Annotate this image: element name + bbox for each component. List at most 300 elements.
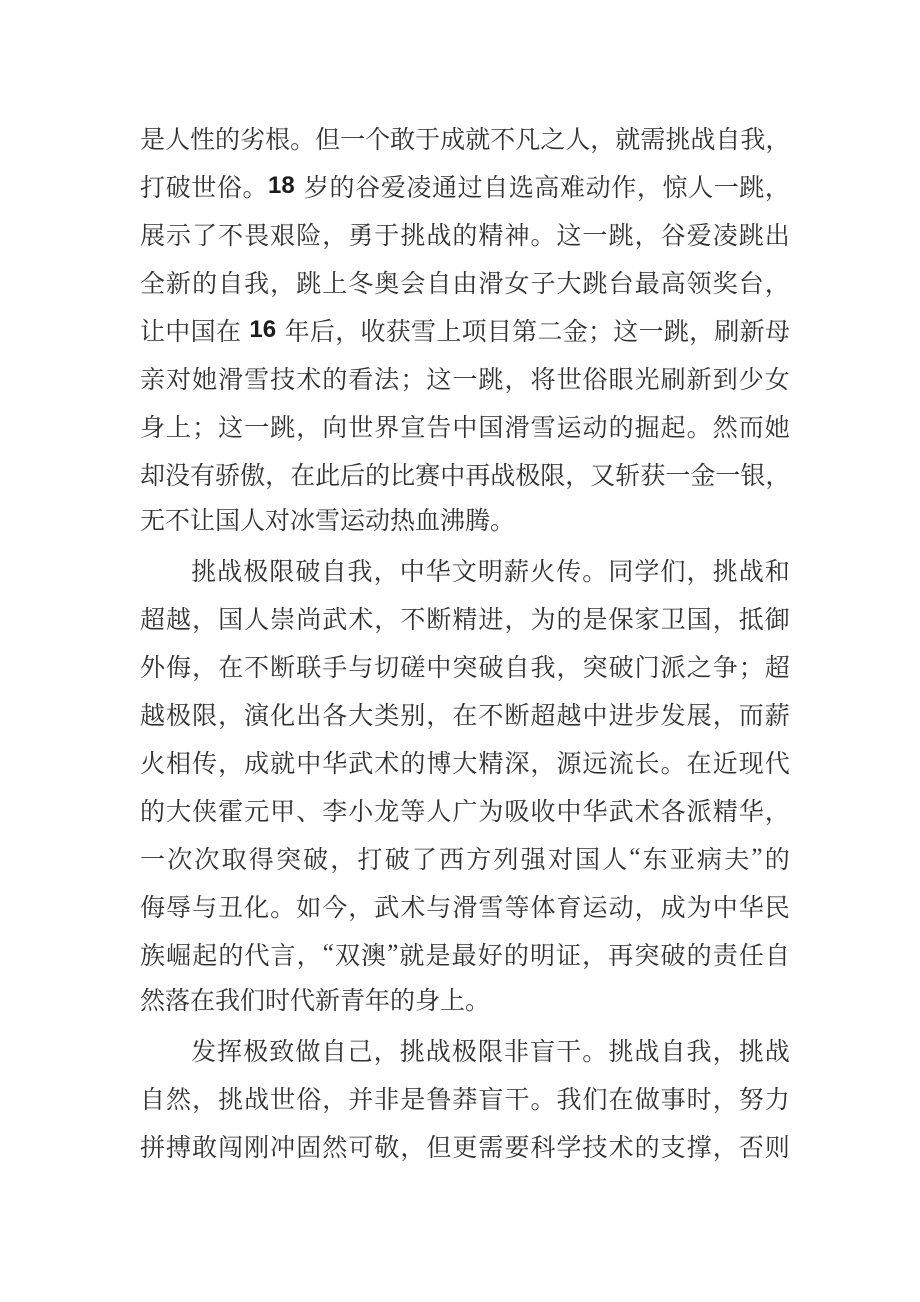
char: 破 <box>660 943 686 970</box>
char: 雪 <box>530 415 556 442</box>
char: 。 <box>530 223 556 250</box>
char: 博 <box>426 751 452 778</box>
char: 然 <box>166 1087 192 1114</box>
char: 却 <box>140 463 166 490</box>
char: 凌 <box>712 223 738 250</box>
char: 是 <box>425 943 451 970</box>
char: 俗 <box>296 1087 322 1114</box>
char: 国 <box>478 415 504 442</box>
char: 限 <box>192 703 218 730</box>
char: 断 <box>270 655 296 682</box>
char: 体 <box>530 895 556 922</box>
char: 挑 <box>712 559 738 586</box>
char: 一 <box>582 223 608 250</box>
char: 但 <box>426 1135 452 1162</box>
text-line <box>140 642 790 690</box>
char: 战 <box>490 463 516 490</box>
char: 我 <box>347 559 373 586</box>
char: 进 <box>478 607 504 634</box>
char: 可 <box>348 1135 374 1162</box>
char: 突 <box>634 943 660 970</box>
char: 新 <box>739 319 765 346</box>
char: 们 <box>582 1087 608 1114</box>
char: 联 <box>296 655 322 682</box>
char: 一 <box>638 319 664 346</box>
char: 。 <box>686 415 712 442</box>
char: 人 <box>565 127 591 154</box>
char: 刷 <box>714 319 740 346</box>
char: 国 <box>190 319 216 346</box>
char: 限 <box>269 559 295 586</box>
char: 自 <box>140 1087 166 1114</box>
char: 她 <box>764 415 790 442</box>
char: 极 <box>243 1039 269 1066</box>
char: 俗 <box>216 175 242 202</box>
char: 演 <box>244 703 270 730</box>
char: 世 <box>270 1087 296 1114</box>
char: 将 <box>530 367 556 394</box>
char: 在 <box>686 751 712 778</box>
char: 搏 <box>166 1135 192 1162</box>
char: ， <box>764 799 790 826</box>
char: 的 <box>215 127 241 154</box>
char: 在 <box>218 655 244 682</box>
char: 非 <box>504 1039 530 1066</box>
char: ， <box>689 319 715 346</box>
text-line <box>140 210 790 258</box>
char: 是 <box>400 1087 426 1114</box>
char: 超 <box>530 703 556 730</box>
char: 。 <box>270 895 296 922</box>
char: ， <box>504 367 530 394</box>
char: 了 <box>192 223 218 250</box>
char: 干 <box>504 1087 530 1114</box>
char: 于 <box>415 127 441 154</box>
char: 但 <box>315 127 341 154</box>
char: 畏 <box>244 223 270 250</box>
char: 之 <box>686 655 712 682</box>
char: 女 <box>504 271 530 298</box>
char: 我 <box>740 127 766 154</box>
char: 选 <box>508 175 534 202</box>
char: 保 <box>608 607 634 634</box>
char: 技 <box>582 1135 608 1162</box>
char: 的 <box>140 799 166 826</box>
char: 艰 <box>270 223 296 250</box>
numeral: 16 <box>249 316 277 343</box>
char: 崇 <box>270 607 296 634</box>
char: 家 <box>634 607 660 634</box>
char: 族 <box>140 943 166 970</box>
char: 盲 <box>530 1039 556 1066</box>
char: 致 <box>269 1039 295 1066</box>
char: ； <box>192 415 218 442</box>
char: ， <box>348 895 374 922</box>
char: 获 <box>640 463 666 490</box>
char: ， <box>504 607 530 634</box>
char: 双 <box>334 943 360 970</box>
char: 项 <box>461 319 487 346</box>
char: ， <box>296 943 322 970</box>
char: 流 <box>608 751 634 778</box>
char: ， <box>712 1135 738 1162</box>
char: 滑 <box>478 271 504 298</box>
char: 莽 <box>452 1087 478 1114</box>
char: 俗 <box>582 367 608 394</box>
char: 二 <box>537 319 563 346</box>
char: “ <box>322 940 334 967</box>
char: 的 <box>503 943 529 970</box>
char: 我 <box>244 271 270 298</box>
char: 术 <box>348 607 374 634</box>
char: 成 <box>244 751 270 778</box>
char: 为 <box>686 895 712 922</box>
char: 世 <box>191 175 217 202</box>
char: 根 <box>265 127 291 154</box>
text-line <box>140 258 790 306</box>
char: 破 <box>478 655 504 682</box>
text-line <box>140 450 790 498</box>
char: 骄 <box>215 463 241 490</box>
char: 限 <box>477 1039 503 1066</box>
char: 金 <box>562 319 588 346</box>
char: 需 <box>478 1135 504 1162</box>
numeral: 18 <box>268 172 295 199</box>
char: 类 <box>374 703 400 730</box>
char: 为 <box>530 607 556 634</box>
char: ， <box>192 1087 218 1114</box>
char: ， <box>296 415 322 442</box>
char: 中 <box>712 895 738 922</box>
char: 各 <box>322 703 348 730</box>
char: 敢 <box>390 127 416 154</box>
char: 化 <box>244 895 270 922</box>
char: 雪 <box>478 895 504 922</box>
char: 目 <box>486 319 512 346</box>
text-line <box>140 1026 790 1074</box>
char: 西 <box>439 847 465 874</box>
char: 挥 <box>217 1039 243 1066</box>
char: 跳 <box>663 319 689 346</box>
char: 。 <box>582 559 608 586</box>
char: 这 <box>426 367 452 394</box>
char: 突 <box>275 847 301 874</box>
text-line <box>140 162 790 210</box>
char: 会 <box>400 271 426 298</box>
char: 这 <box>218 415 244 442</box>
char: 一 <box>715 463 741 490</box>
char: 越 <box>556 703 582 730</box>
char: 发 <box>660 703 686 730</box>
char: 自 <box>715 127 741 154</box>
char: 亚 <box>669 847 695 874</box>
char: 武 <box>608 799 634 826</box>
paragraph <box>140 546 790 1026</box>
char: 挑 <box>738 1039 764 1066</box>
char: 凌 <box>406 175 432 202</box>
char: 力 <box>764 1087 790 1114</box>
char: 强 <box>520 847 546 874</box>
char: 刷 <box>660 367 686 394</box>
char: 成 <box>440 127 466 154</box>
char: 没 <box>165 463 191 490</box>
char: 自 <box>218 271 244 298</box>
char: 武 <box>322 607 348 634</box>
char: 奥 <box>374 271 400 298</box>
char: 责 <box>712 943 738 970</box>
char: 台 <box>738 271 764 298</box>
char: 极 <box>166 703 192 730</box>
char: 宣 <box>400 415 426 442</box>
char: 取 <box>221 847 247 874</box>
char: ， <box>335 319 361 346</box>
char: 眼 <box>608 367 634 394</box>
char: 文 <box>451 559 477 586</box>
char: 突 <box>452 655 478 682</box>
char: 挑 <box>608 1039 634 1066</box>
char: 精 <box>478 223 504 250</box>
char: 雪 <box>244 367 270 394</box>
char: 爱 <box>380 175 406 202</box>
char: 不 <box>478 703 504 730</box>
char: 不 <box>400 607 426 634</box>
char: 撑 <box>686 1135 712 1162</box>
char: 女 <box>764 367 790 394</box>
char: 我 <box>530 655 556 682</box>
char: 上 <box>166 415 192 442</box>
char: 高 <box>534 175 560 202</box>
char: 等 <box>504 895 530 922</box>
text-line <box>140 306 790 354</box>
char: 元 <box>244 799 270 826</box>
char: 就 <box>615 127 641 154</box>
char: 作 <box>611 175 637 202</box>
char: 这 <box>556 223 582 250</box>
space <box>295 172 303 200</box>
char: 争 <box>712 655 738 682</box>
char: 破 <box>303 847 329 874</box>
char: 如 <box>296 895 322 922</box>
char: 是 <box>582 607 608 634</box>
char: 武 <box>374 895 400 922</box>
char: 中 <box>426 655 452 682</box>
char: ， <box>270 271 296 298</box>
char: ， <box>765 127 791 154</box>
char: 上 <box>436 319 462 346</box>
char: 尚 <box>296 607 322 634</box>
char: 相 <box>166 751 192 778</box>
char: ， <box>712 1039 738 1066</box>
char: 比 <box>390 463 416 490</box>
char: 跳 <box>738 223 764 250</box>
char: 与 <box>426 895 452 922</box>
char: 越 <box>140 703 166 730</box>
char: ， <box>400 1135 426 1162</box>
char: 对 <box>547 847 573 874</box>
char: 做 <box>634 1087 660 1114</box>
char: 长 <box>634 751 660 778</box>
char: 动 <box>608 895 634 922</box>
char: 的 <box>329 175 355 202</box>
char: 就 <box>270 751 296 778</box>
char: 明 <box>529 943 555 970</box>
char: 个 <box>365 127 391 154</box>
char: 敢 <box>192 1135 218 1162</box>
char: 、 <box>296 799 322 826</box>
char: 是 <box>140 127 166 154</box>
char: 银 <box>740 463 766 490</box>
char: 中 <box>556 799 582 826</box>
char: ， <box>764 271 790 298</box>
char: 战 <box>738 559 764 586</box>
char: 源 <box>556 751 582 778</box>
char: 了 <box>411 847 437 874</box>
char: 近 <box>712 751 738 778</box>
char: 刚 <box>244 1135 270 1162</box>
char: 小 <box>348 799 374 826</box>
char: 。 <box>582 1039 608 1066</box>
char: 的 <box>608 415 634 442</box>
char: 和 <box>764 559 790 586</box>
char: 人 <box>244 607 270 634</box>
char: 限 <box>540 463 566 490</box>
char: 明 <box>477 559 503 586</box>
char: 广 <box>452 799 478 826</box>
char: 中 <box>399 559 425 586</box>
char: 凡 <box>515 127 541 154</box>
char: 任 <box>738 943 764 970</box>
char: 后 <box>340 463 366 490</box>
text-line <box>140 594 790 642</box>
char: 在 <box>452 703 478 730</box>
char: ， <box>373 559 399 586</box>
char: 冲 <box>270 1135 296 1162</box>
char: 有 <box>190 463 216 490</box>
char: 门 <box>634 655 660 682</box>
char: 出 <box>296 703 322 730</box>
char: 后 <box>309 319 335 346</box>
char: 同 <box>608 559 634 586</box>
char: 自 <box>764 943 790 970</box>
char: ， <box>765 463 791 490</box>
char: 。 <box>660 751 686 778</box>
char: 而 <box>738 415 764 442</box>
char: 一 <box>140 847 166 874</box>
char: 远 <box>582 751 608 778</box>
char: ， <box>530 751 556 778</box>
char: 丑 <box>218 895 244 922</box>
char: 爱 <box>686 223 712 250</box>
char: 一 <box>665 463 691 490</box>
char: 精 <box>712 799 738 826</box>
text-line <box>140 1122 790 1170</box>
char: 出 <box>764 223 790 250</box>
char: 战 <box>426 223 452 250</box>
char: 中 <box>452 415 478 442</box>
char: 霍 <box>218 799 244 826</box>
char: 惊 <box>662 175 688 202</box>
char: 谷 <box>355 175 381 202</box>
char: 今 <box>322 895 348 922</box>
char: 与 <box>192 895 218 922</box>
char: 吸 <box>504 799 530 826</box>
text-line: 然落在我们时代新青年的身上。 <box>140 988 491 1015</box>
char: 们 <box>660 559 686 586</box>
char: 华 <box>322 751 348 778</box>
char: 李 <box>322 799 348 826</box>
char: 台 <box>608 271 634 298</box>
char: 鲁 <box>426 1087 452 1114</box>
char: 则 <box>764 1135 790 1162</box>
text-line <box>140 546 790 594</box>
char: 不 <box>218 223 244 250</box>
char: 超 <box>140 607 166 634</box>
char: 极 <box>451 1039 477 1066</box>
char: 世 <box>348 415 374 442</box>
char: 冬 <box>348 271 374 298</box>
char: 火 <box>530 559 556 586</box>
char: 与 <box>348 655 374 682</box>
char: 精 <box>452 607 478 634</box>
char: 抵 <box>738 607 764 634</box>
char: 龙 <box>374 799 400 826</box>
char: ； <box>588 319 614 346</box>
char: 一 <box>713 175 739 202</box>
char: 大 <box>452 751 478 778</box>
char: 少 <box>738 367 764 394</box>
char: 现 <box>738 751 764 778</box>
char: ， <box>582 943 608 970</box>
char: 挑 <box>665 127 691 154</box>
char: 支 <box>660 1135 686 1162</box>
char: 进 <box>608 703 634 730</box>
char: 卫 <box>660 607 686 634</box>
char: 人 <box>688 175 714 202</box>
char: 华 <box>738 799 764 826</box>
char: 新 <box>166 271 192 298</box>
char: 术 <box>634 799 660 826</box>
text-line <box>140 834 790 882</box>
char: 东 <box>642 847 668 874</box>
char: 术 <box>296 367 322 394</box>
char: 起 <box>192 943 218 970</box>
char: 傲 <box>240 463 266 490</box>
char: 努 <box>738 1087 764 1114</box>
char: 赛 <box>415 463 441 490</box>
char: ， <box>712 703 738 730</box>
char: 就 <box>465 127 491 154</box>
char: 己 <box>347 1039 373 1066</box>
char: 超 <box>764 655 790 682</box>
char: 言 <box>270 943 296 970</box>
char: 对 <box>166 367 192 394</box>
char: 越 <box>166 607 192 634</box>
char: 打 <box>357 847 383 874</box>
char: 华 <box>425 559 451 586</box>
char: 侮 <box>140 895 166 922</box>
char: 自 <box>504 655 530 682</box>
char: 勇 <box>348 223 374 250</box>
char: ， <box>634 895 660 922</box>
char: 时 <box>686 1087 712 1114</box>
char: 并 <box>348 1087 374 1114</box>
char: 精 <box>478 751 504 778</box>
char: 又 <box>590 463 616 490</box>
char: 劣 <box>240 127 266 154</box>
char: 次 <box>194 847 220 874</box>
char: 示 <box>166 223 192 250</box>
char: 展 <box>140 223 166 250</box>
